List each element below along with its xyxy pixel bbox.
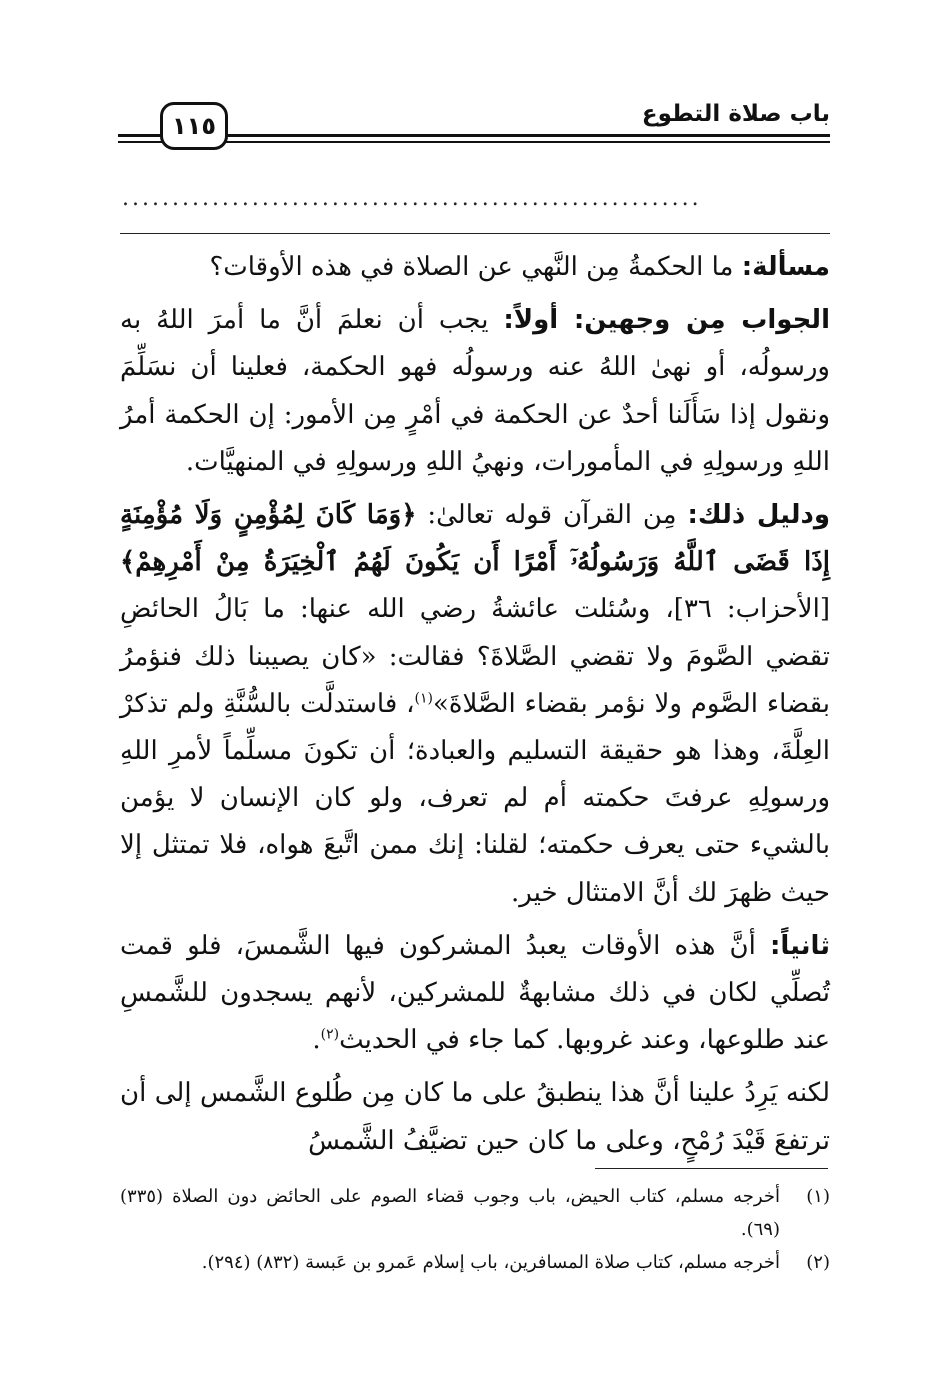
running-title: باب صلاة التطوع xyxy=(641,101,830,127)
evidence-hadith: [الأحزاب: ٣٦]، وسُئلت عائشةُ رضي الله عنها: ما بَالُ الحائضِ تقضي الصَّومَ ولا تقضي الصَّلاةَ؟ فقالت: «كان يصيبنا ذلك فنؤمرُ بقضاء الصَّوم ولا نؤمر بقضاء الصَّلاةَ» xyxy=(120,594,830,719)
dotted-separator: .......................................................... xyxy=(122,186,702,211)
footnote-ref-2[interactable]: (٢) xyxy=(320,1026,340,1043)
footnote-number: (٢) xyxy=(806,1252,830,1273)
content-top-rule xyxy=(120,233,830,234)
paragraph-answer xyxy=(120,297,830,486)
footnote-item xyxy=(120,1246,830,1279)
paragraph-objection xyxy=(120,1070,830,1164)
main-text xyxy=(120,244,830,1165)
second-point-label: ثانياً: xyxy=(769,930,830,961)
question-label: مسألة: xyxy=(741,252,830,282)
first-point-label: أولاً: xyxy=(503,305,574,336)
evidence-label: ودليل ذلك: xyxy=(687,500,830,531)
page-header xyxy=(118,100,830,160)
second-point-text: أنَّ هذه الأوقات يعبدُ المشركون فيها الشَّمسَ، فلو قمت تُصلِّي لكان في ذلك مشابهةٌ للمشركين، لأنهم يسجدون للشَّمسِ عند طلوعها، وعند غروبها. كما جاء في الحديث xyxy=(120,930,830,1056)
quran-verse: ﴿وَمَا كَانَ لِمُؤْمِنٍ وَلَا مُؤْمِنَةٍ إِذَا قَضَى ٱللَّهُ وَرَسُولُهُۥٓ أَمْرًا أَن يَكُونَ لَهُمُ ٱلْخِيَرَةُ مِنْ أَمْرِهِمْ﴾ xyxy=(120,500,830,578)
objection-text: لكنه يَرِدُ علينا أنَّ هذا ينطبقُ على ما كان مِن طُلوع الشَّمس إلى أن ترتفعَ قَيْدَ رُمْحٍ، وعلى ما كان حين تضيَّفُ الشَّمسُ xyxy=(120,1078,830,1156)
footnote-text: أخرجه مسلم، كتاب صلاة المسافرين، باب إسلام عَمرو بن عَبسة (٨٣٢) (٢٩٤). xyxy=(201,1252,780,1273)
question-text: ما الحكمةُ مِن النَّهي عن الصلاة في هذه الأوقات؟ xyxy=(209,252,742,282)
footnote-item xyxy=(120,1180,830,1246)
page-number: ١١٥ xyxy=(160,102,228,150)
second-point-end: . xyxy=(312,1025,321,1056)
paragraph-second-point xyxy=(120,923,830,1065)
paragraph-evidence xyxy=(120,492,830,917)
paragraph-question xyxy=(120,244,830,291)
footnote-ref-1[interactable]: (١) xyxy=(414,690,434,707)
footnote-rule xyxy=(595,1168,828,1169)
footnote-text: أخرجه مسلم، كتاب الحيض، باب وجوب قضاء الصوم على الحائض دون الصلاة (٣٣٥) (٦٩). xyxy=(120,1186,780,1240)
evidence-intro: مِن القرآن قوله تعالىٰ: xyxy=(416,500,688,531)
footnotes xyxy=(120,1180,830,1279)
footnote-number: (١) xyxy=(806,1186,830,1207)
answer-text: يجب أن نعلمَ أنَّ ما أمرَ اللهُ به ورسولُه، أو نهىٰ اللهُ عنه ورسولُه فهو الحكمة، فعلينا أن نسَلِّمَ ونقول إذا سَأَلَنا أحدٌ عن الحكمة في أمْرٍ مِن الأمور: إن الحكمة أمرُ اللهِ ورسولِهِ في المأمورات، ونهيُ اللهِ ورسولِهِ في المنهيَّات. xyxy=(120,305,830,477)
evidence-conclusion: ، فاستدلَّت بالسُّنَّةِ ولم تذكرْ العِلَّةَ، وهذا هو حقيقة التسليم والعبادة؛ أن تكونَ مسلِّماً لأمرِ اللهِ ورسولِهِ عرفتَ حكمته أم لم تعرف، ولو كان الإنسان لا يؤمن بالشيء حتى يعرف حكمته؛ لقلنا: إنك ممن اتَّبعَ هواه، فلا تمتثل إلا حيث ظهرَ لك أنَّ الامتثال خير. xyxy=(120,688,830,908)
answer-label: الجواب مِن وجهين: xyxy=(573,305,830,336)
